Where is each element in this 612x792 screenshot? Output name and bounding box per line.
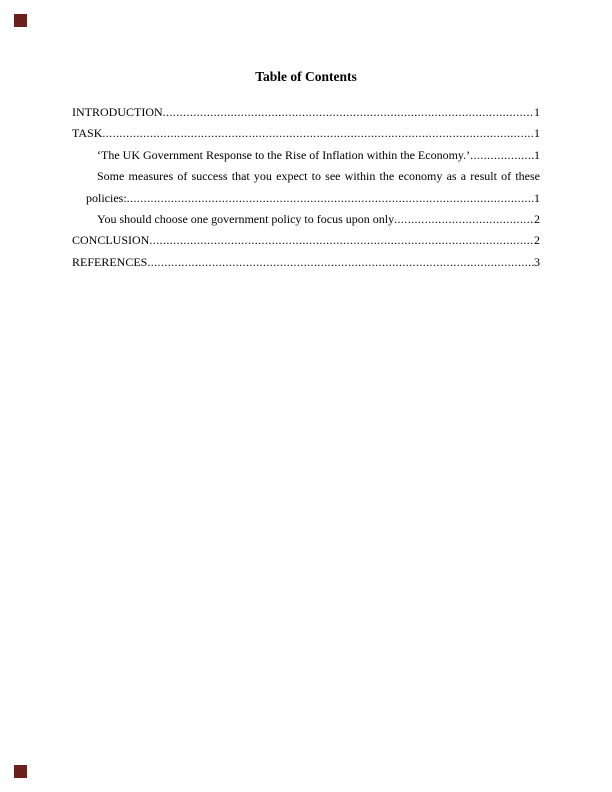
page-content	[72, 67, 540, 273]
toc-page-number: 1	[534, 190, 540, 205]
toc-dot-leader	[127, 188, 534, 209]
toc-entry-uk-government-response[interactable]	[72, 145, 540, 166]
toc-entry-continuation	[72, 188, 540, 209]
toc-page-number: 2	[534, 212, 540, 227]
toc-entry-label: You should choose one government policy to focus upon only	[97, 212, 395, 227]
toc-page-number: 1	[534, 126, 540, 141]
toc-dot-leader	[147, 252, 534, 273]
toc-dot-leader	[470, 145, 534, 166]
toc-dot-leader	[163, 102, 534, 123]
toc-page-number: 1	[534, 105, 540, 119]
toc-page-number: 3	[534, 254, 540, 269]
toc-page-number: 2	[534, 233, 540, 248]
toc-dot-leader	[102, 123, 534, 144]
toc-entry-references[interactable]	[72, 252, 540, 273]
page-corner-marker-top	[14, 14, 27, 27]
toc-dot-leader	[394, 209, 534, 230]
toc-entry-label: ‘The UK Government Response to the Rise of Inflation within the Economy.’	[97, 147, 471, 162]
toc-entry-label: CONCLUSION	[72, 233, 150, 248]
page-corner-marker-bottom	[14, 765, 27, 778]
toc-entry-measures-of-success[interactable]	[72, 166, 540, 209]
toc-entry-introduction[interactable]	[72, 102, 540, 123]
toc-dot-leader	[149, 230, 534, 251]
toc-entry-conclusion[interactable]	[72, 230, 540, 251]
toc-entry-label-line1: Some measures of success that you expect to see within the economy as a result of these	[97, 169, 540, 184]
toc-entry-one-policy[interactable]	[72, 209, 540, 230]
toc-entry-label: TASK	[72, 126, 103, 141]
toc-entry-label: policies:	[86, 190, 127, 205]
toc-title: Table of Contents	[255, 69, 357, 84]
toc-entry-label: REFERENCES	[72, 254, 148, 269]
toc-entry-task[interactable]	[72, 123, 540, 144]
toc-page-number: 1	[534, 147, 540, 162]
table-of-contents	[72, 102, 540, 273]
toc-entry-label: INTRODUCTION	[72, 105, 163, 119]
